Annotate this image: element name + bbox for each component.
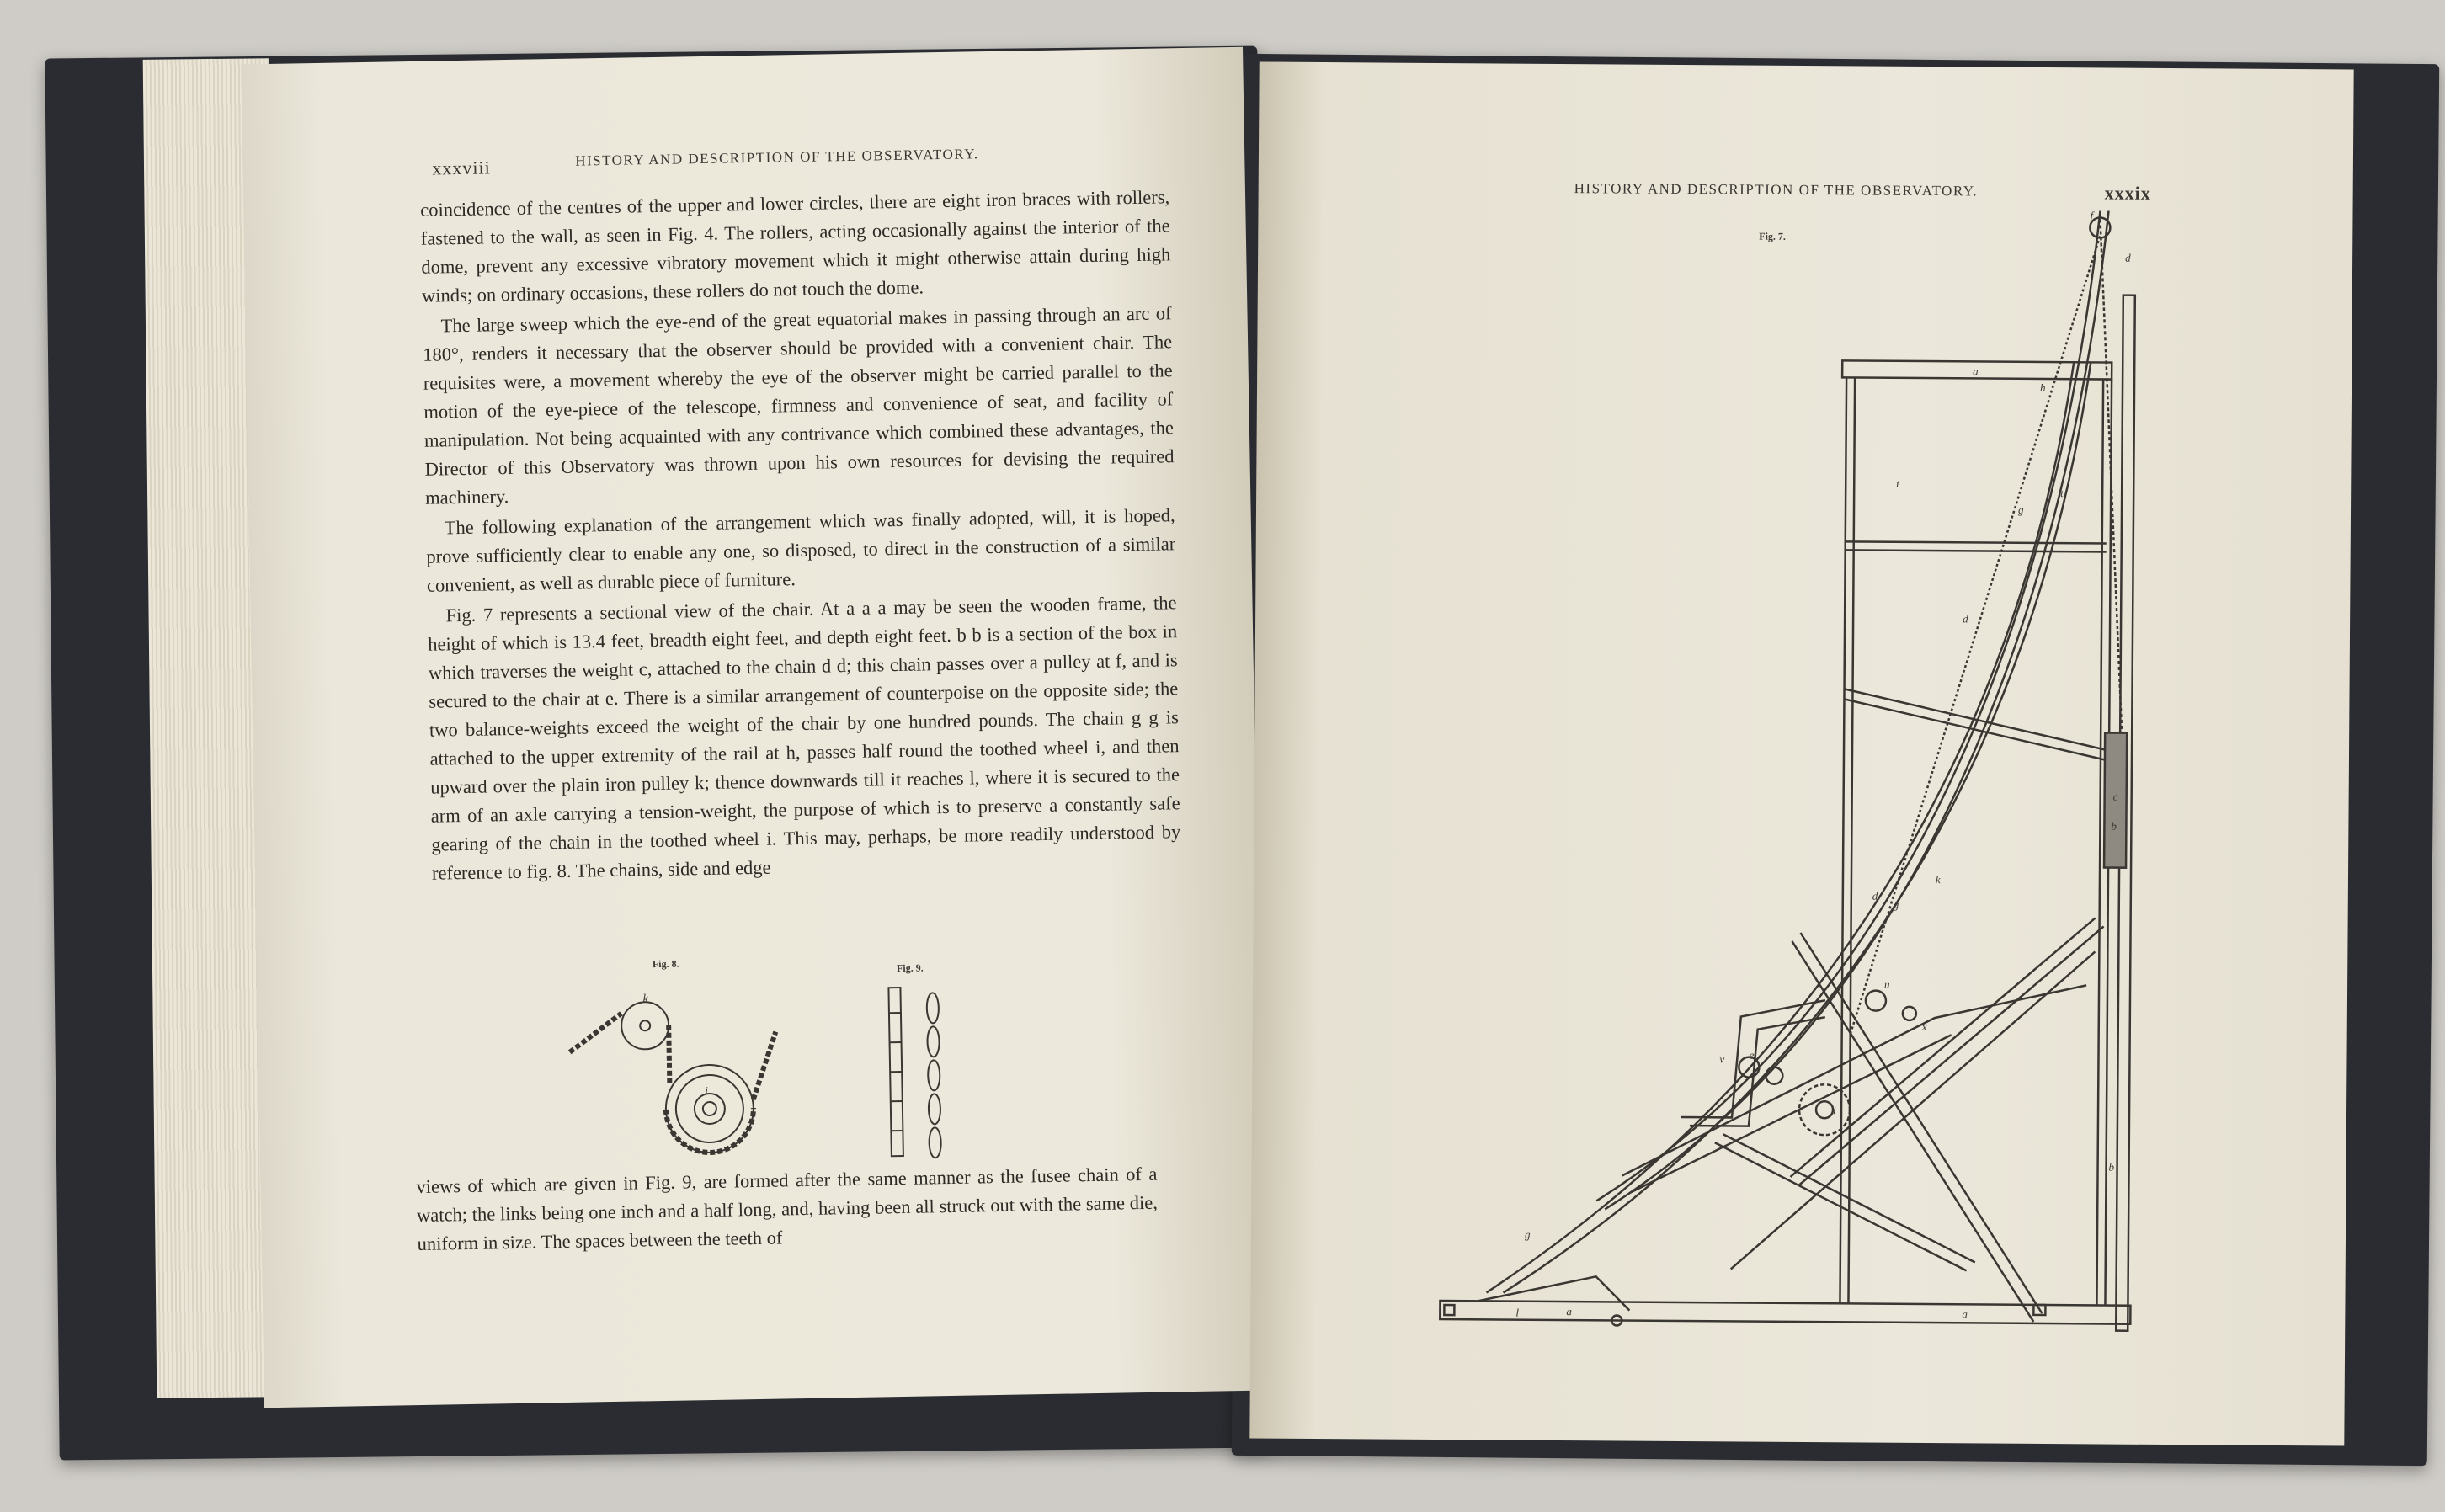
paragraph-2: The large sweep which the eye-end of the great equatorial makes in passing through an arc of 180°, renders it necessary that the observer should be provided with a convenient chair. The requisites were, a movement whereby the eye of the observer might be carried parallel to the motion of the eye-piece of the telescope, firmness and convenience of seat, and facility of manipulation. Not being acquainted with any contrivance which combined these advantages, the Director of this Observatory was thrown upon his own resources for devising the required machinery. (422, 302, 1175, 508)
fig7-letter-d3: d (1872, 889, 1878, 902)
fig7-letter-h: h (2039, 381, 2046, 395)
left-page-number: xxxviii (432, 157, 491, 179)
continuation-paragraph: views of which are given in Fig. 9, are formed after the same manner as the fusee chain of a watch; the links being one inch and a half long, and, having been all struck out with the same die, uniform in size. The spaces between the teeth of (416, 1163, 1159, 1255)
fig7-letter-k: k (1935, 873, 1941, 886)
left-body-text (420, 183, 1181, 889)
right-page-number: xxxix (2104, 182, 2151, 204)
left-page (241, 47, 1266, 1408)
fig7-letter-d1: d (2125, 251, 2131, 264)
fig7-letter-e: e (1749, 1048, 1755, 1062)
fig7-letter-b-upper: b (2111, 819, 2117, 833)
paragraph-3: The following explanation of the arrangement which was finally adopted, will, it is hoped, prove sufficiently clear to enable any one, so disposed, to direct in the construction of a similar convenient, as well as durable piece of furniture. (426, 504, 1176, 596)
fig7-drawing (1427, 206, 2210, 1407)
fig7-letter-b-lower: b (2108, 1160, 2115, 1174)
right-page (1249, 61, 2353, 1445)
fig8-letter-k: k (642, 993, 648, 1006)
fig7-letter-u: u (1884, 977, 1890, 991)
fig9-label: Fig. 9. (896, 961, 924, 975)
fig7-letter-i: i (1832, 1104, 1836, 1117)
fig7-letter-a-top: a (1973, 365, 1979, 378)
paragraph-1: coincidence of the centres of the upper and lower circles, there are eight iron braces with rollers, fastened to the wall, as seen in Fig. 4. The rollers, acting occasionally against the interior of the dome, prevent any excessive vibratory movement which it might otherwise attain during high winds; on ordinary occasions, these rollers do not touch the dome. (419, 186, 1171, 306)
fig7-letter-f: f (2090, 209, 2094, 222)
fig7-letter-v: v (1719, 1052, 1725, 1066)
fig7-letter-c: c (2112, 790, 2118, 803)
fig7-letter-a-bottom-1: a (1566, 1305, 1572, 1318)
left-continuation-text (416, 1160, 1159, 1259)
fig8-label: Fig. 8. (652, 957, 679, 971)
fig7-letter-x: x (1921, 1020, 1927, 1034)
fig7-letter-a-bottom-2: a (1962, 1307, 1968, 1321)
fig7-letter-d2: d (1963, 612, 1968, 626)
left-running-head: HISTORY AND DESCRIPTION OF THE OBSERVATORY. (575, 146, 979, 169)
fig8-letter-i: i (705, 1084, 708, 1097)
fig8-drawing (551, 972, 824, 1179)
fig7-letter-t1: t (1896, 476, 1899, 490)
fig7-letter-g3: g (1524, 1227, 1531, 1241)
paragraph-4: Fig. 7 represents a sectional view of the chair. At a a a may be seen the wooden frame, the height of which is 13.4 feet, breadth eight feet, and depth eight feet. b b is a section of the box in which traverses the weight c, attached to the chain d d; this chain passes over a pulley at f, and is secured to the chair at e. There is a similar arrangement of counterpoise on the opposite side; the two balance-weights exceed the weight of the chair by one hundred pounds. The chain g g is attached to the upper extremity of the rail at h, passes half round the toothed wheel i, and then upward over the plain iron pulley k; thence downwards till it reaches l, where it is secured to the arm of an axle carrying a tension-weight, the purpose of which is to preserve a constantly safe gearing of the chain in the toothed wheel i. This may, perhaps, be more readily understood by reference to fig. 8. The chains, side and edge (427, 592, 1181, 884)
fig7-label: Fig. 7. (1759, 230, 1787, 242)
fig7-letter-t2: t (2060, 487, 2064, 500)
right-running-head: HISTORY AND DESCRIPTION OF THE OBSERVATORY. (1574, 180, 1979, 200)
fig7-letter-g1: g (2017, 503, 2024, 516)
fig7-letter-l: l (1515, 1306, 1520, 1319)
fig9-drawing (880, 978, 967, 1165)
fig7-letter-g2: g (1893, 897, 1899, 911)
